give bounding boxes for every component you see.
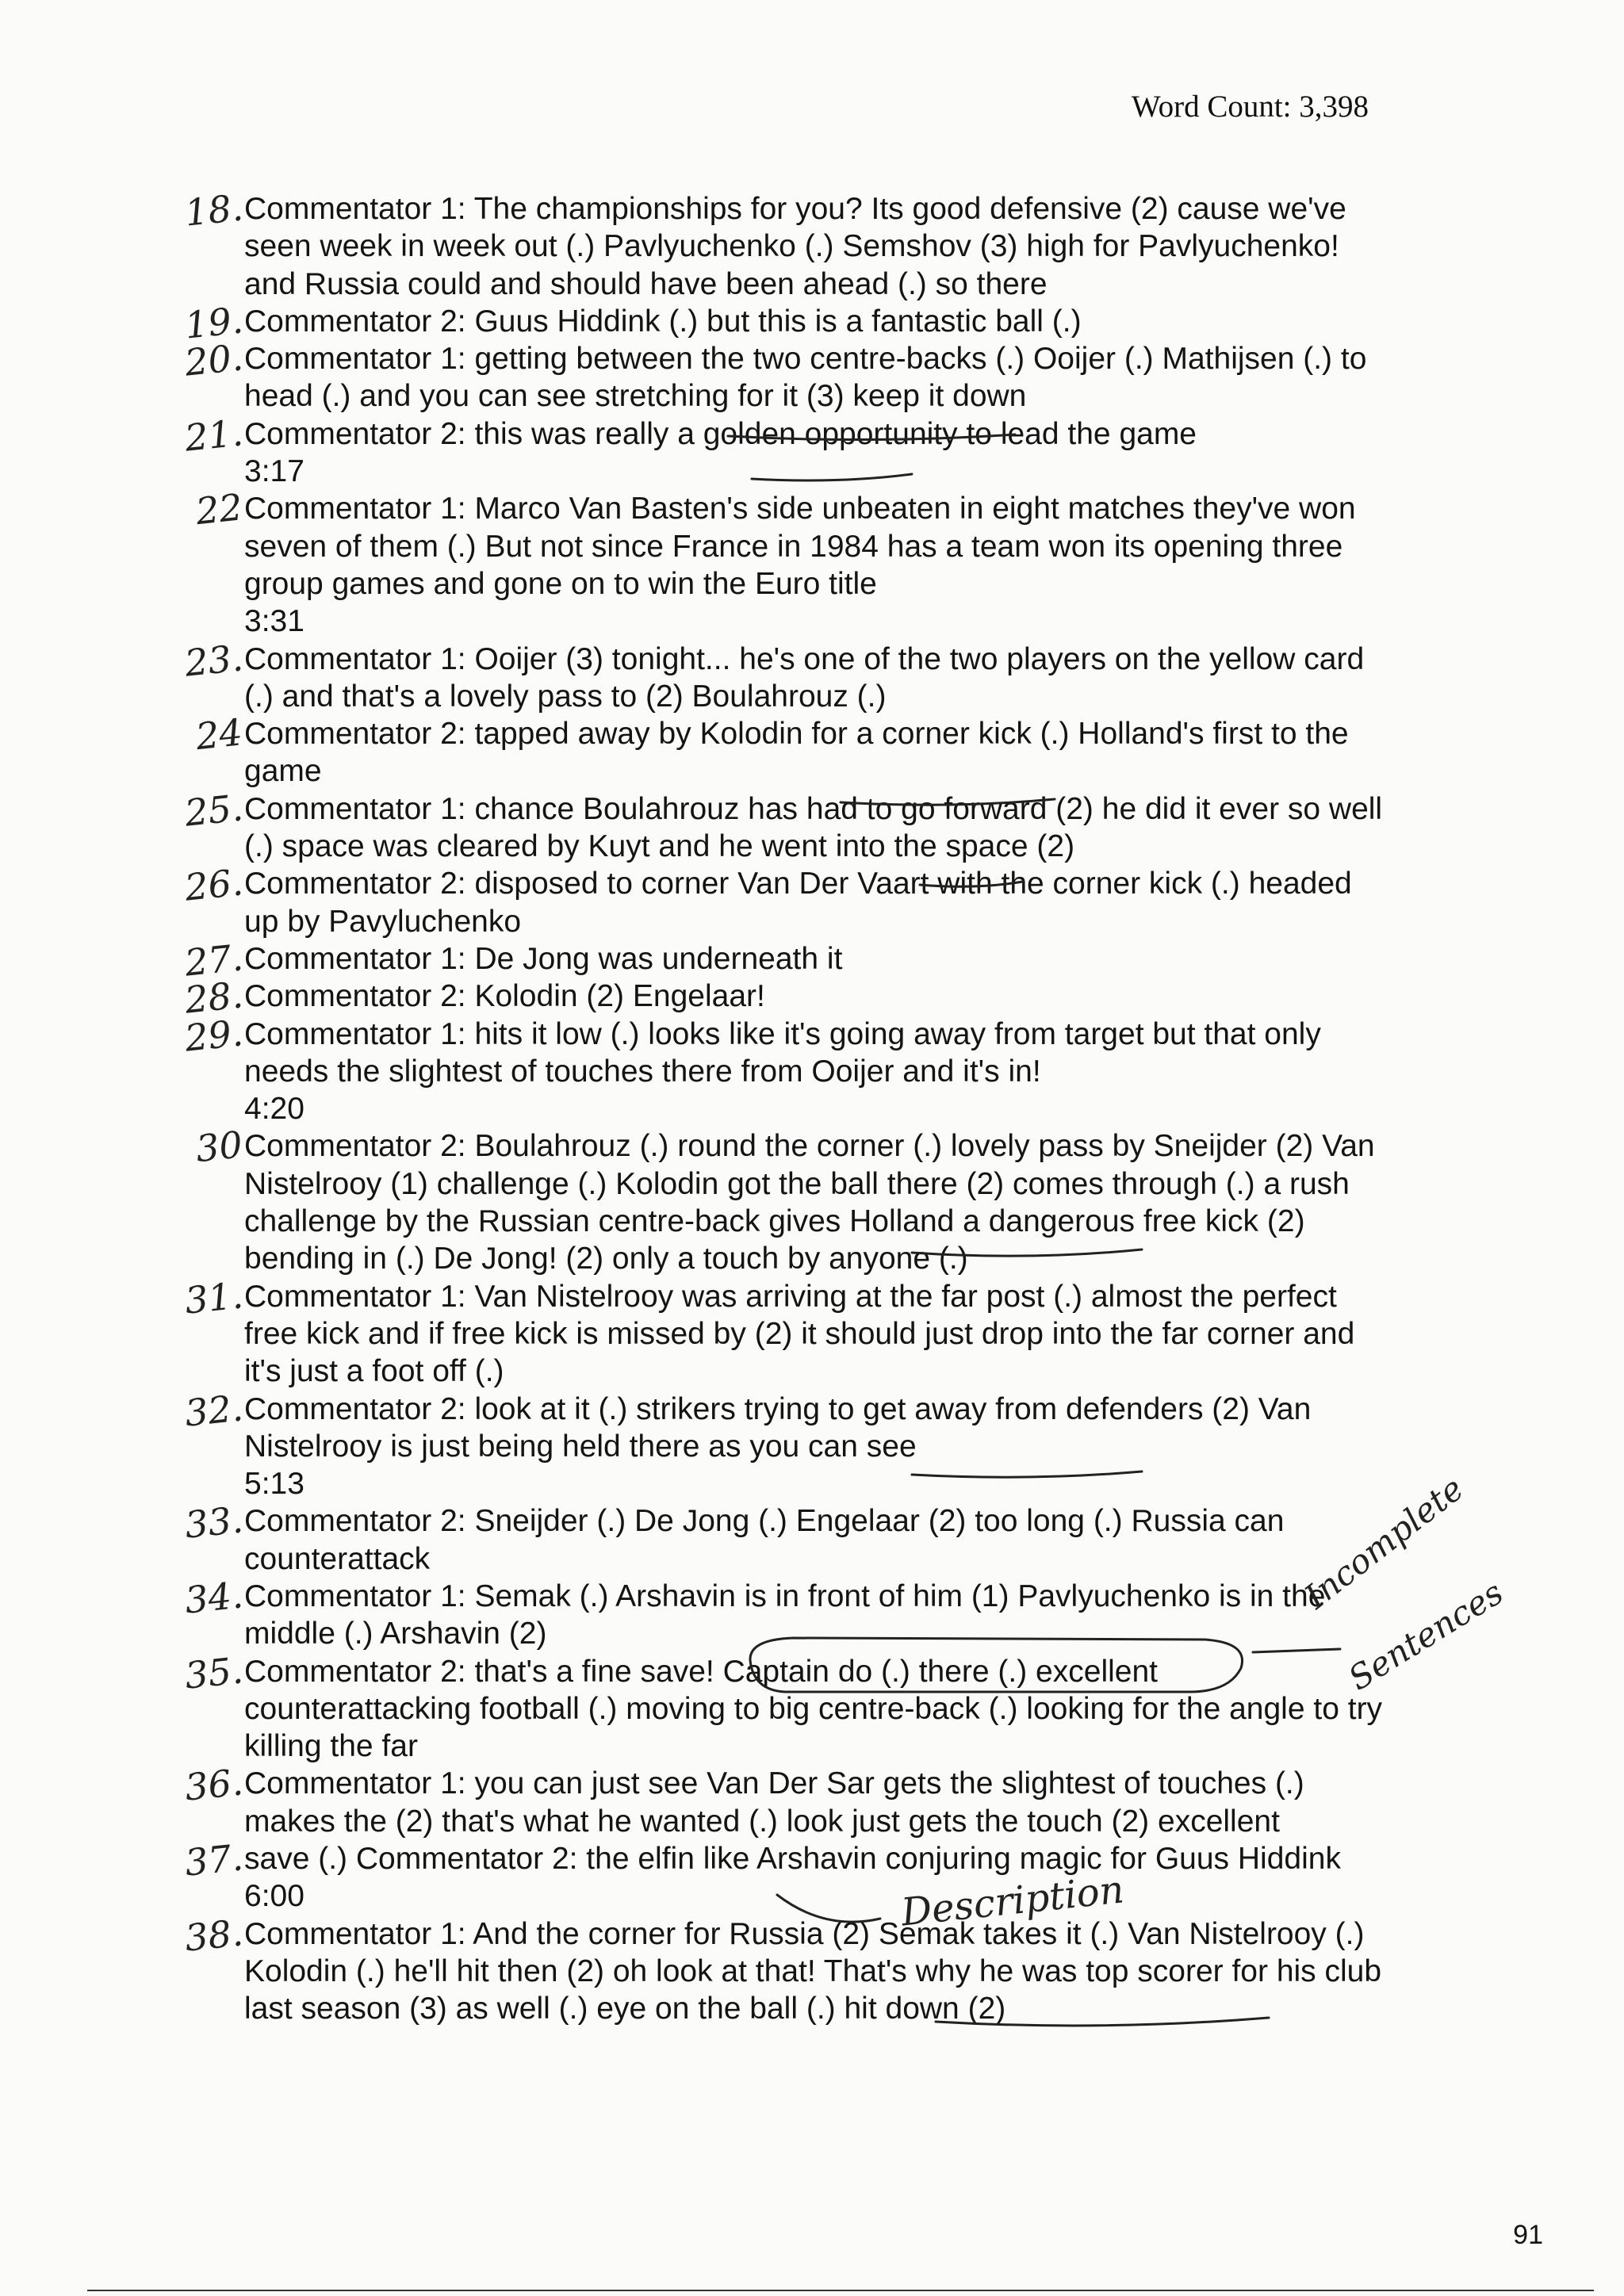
transcript-entry [182,1272,1386,1391]
transcript-entry [182,1911,1386,2028]
entry-text: save (.) Commentator 2: the elfin like Arshavin conjuring magic for Guus Hiddink [244,1842,1341,1877]
entry-text: Commentator 1: Marco Van Basten's side unbeaten in eight matches they've won seven of them (.) But not since France in 1984 has a team won its opening three group games and gone on to win the Euro title [244,492,1356,601]
handwritten-line-number: 29. [182,1010,245,1060]
entry-text: Commentator 2: this was really a golden opportunity to lead the game [244,416,1197,451]
margin-note-incomplete: Incomplete [1297,1468,1471,1617]
timestamp: 4:20 [244,1092,304,1127]
transcript-entry [182,298,1386,347]
transcript-entry [182,1760,1386,1840]
transcript-entry [182,1385,1386,1503]
entry-text: Commentator 2: Kolodin (2) Engelaar! [244,979,765,1014]
timestamp: 5:13 [244,1467,304,1502]
entry-text: Commentator 1: getting between the two centre-backs (.) Ooijer (.) Mathijsen (.) to head (.) and you can see stretching for it (3) keep it down [244,342,1367,414]
handwritten-line-number: 20. [182,335,245,385]
handwritten-line-number: 25. [182,786,245,835]
timestamp: 6:00 [244,1879,304,1914]
handwritten-line-number: 33. [182,1498,245,1548]
margin-note-description: Description [898,1867,1127,1935]
transcript-entry [182,335,1386,415]
entry-text: Commentator 2: look at it (.) strikers trying to get away from defenders (2) Van Nistelrooy is just being held there as you can see [244,1391,1312,1464]
transcript-entry [182,786,1386,866]
entry-text: Commentator 1: chance Boulahrouz has had to go forward (2) he did it ever so well (.) space was cleared by Kuyt and he went into the space (2) [244,791,1383,864]
transcript-entry [182,411,1386,491]
transcript-entry [182,860,1386,940]
entry-text: Commentator 2: Sneijder (.) De Jong (.) Engelaar (2) too long (.) Russia can counterattack [244,1504,1285,1576]
transcript-entry [182,1573,1386,1653]
transcript-entry [182,936,1386,985]
entry-text: Commentator 2: that's a fine save! Captain do (.) there (.) excellent counterattacking football (.) moving to big centre-back (.) looking for the angle to try killing the far [244,1654,1383,1764]
entry-text: Commentator 1: Van Nistelrooy was arriving at the far post (.) almost the perfect free kick and if free kick is missed by (2) it should just drop into the far corner and it's just a foot off (.) [244,1279,1355,1389]
handwritten-line-number: 30 [193,1123,245,1171]
transcript [182,186,1386,2028]
entry-text: Commentator 2: tapped away by Kolodin for a corner kick (.) Holland's first to the game [244,717,1349,789]
handwritten-line-number: 26. [182,860,245,910]
entry-text: Commentator 1: And the corner for Russia (2) Semak takes it (.) Van Nistelrooy (.) Kolodin (.) he'll hit then (2) oh look at that! That's why he was top scorer for his club last season (3) as well (.) eye on the ball (.) hit down (2) [244,1916,1382,2026]
entry-text: Commentator 1: Ooijer (3) tonight... he's one of the two players on the yellow card (.) and that's a lovely pass to (2) Boulahrouz (.) [244,641,1365,714]
entry-text: Commentator 1: hits it low (.) looks like it's going away from target but that only needs the slightest of touches there from Ooijer and it's in! [244,1016,1321,1089]
transcript-entry [182,1835,1386,1915]
handwritten-line-number: 35. [182,1647,245,1697]
entry-text: Commentator 2: Boulahrouz (.) round the corner (.) lovely pass by Sneijder (2) Van Nistelrooy (1) challenge (.) Kolodin got the ball there (2) comes through (.) a rush challenge by the Russian centre-back gives Holland a dangerous free kick (2) bending in (.) De Jong! (2) only a touch by anyone (.) [244,1129,1375,1276]
transcript-entry [193,710,1386,790]
word-count: Word Count: 3,398 [1131,90,1369,124]
transcript-entry [182,635,1386,716]
transcript-entry [182,1010,1386,1128]
margin-note-sentences: Sentences [1342,1572,1511,1698]
timestamp: 3:31 [244,604,304,639]
transcript-entry [182,186,1386,303]
transcript-entry [193,1123,1386,1277]
handwritten-line-number: 37. [182,1835,245,1885]
handwritten-line-number: 21. [182,411,245,460]
handwritten-line-number: 31. [182,1272,245,1322]
entry-text: Commentator 1: The championships for you? Its good defensive (2) cause we've seen week in week out (.) Pavlyuchenko (.) Semshov (3) high for Pavlyuchenko! and Russia could and should have been ahead (.) so there [244,192,1346,301]
transcript-entry [182,1498,1386,1578]
handwritten-line-number: 24 [193,710,245,759]
handwritten-line-number: 22 [193,485,245,534]
page-number: 91 [1513,2220,1543,2250]
entry-text: Commentator 2: Guus Hiddink (.) but this is a fantastic ball (.) [244,304,1082,339]
handwritten-line-number: 28. [182,973,245,1022]
handwritten-line-number: 32. [182,1385,245,1435]
entry-text: Commentator 1: Semak (.) Arshavin is in front of him (1) Pavlyuchenko is in the middle (.) Arshavin (2) [244,1578,1326,1651]
handwritten-line-number: 27. [182,936,245,985]
timestamp: 3:17 [244,454,304,489]
handwritten-line-number: 23. [182,635,245,685]
transcript-entry [182,973,1386,1022]
divider [87,2290,1594,2291]
handwritten-line-number: 36. [182,1760,245,1810]
transcript-entry [193,485,1386,640]
entry-text: Commentator 2: disposed to corner Van Der Vaart with the corner kick (.) headed up by Pavyluchenko [244,867,1352,939]
handwritten-line-number: 38. [182,1911,245,1960]
handwritten-line-number: 18. [182,186,245,235]
handwritten-line-number: 19. [182,298,245,347]
entry-text: Commentator 1: you can just see Van Der Sar gets the slightest of touches (.) makes the (2) that's what he wanted (.) look just gets the touch (2) excellent [244,1766,1304,1839]
transcript-entry [182,1647,1386,1766]
handwritten-line-number: 34. [182,1573,245,1622]
entry-text: Commentator 1: De Jong was underneath it [244,941,843,976]
